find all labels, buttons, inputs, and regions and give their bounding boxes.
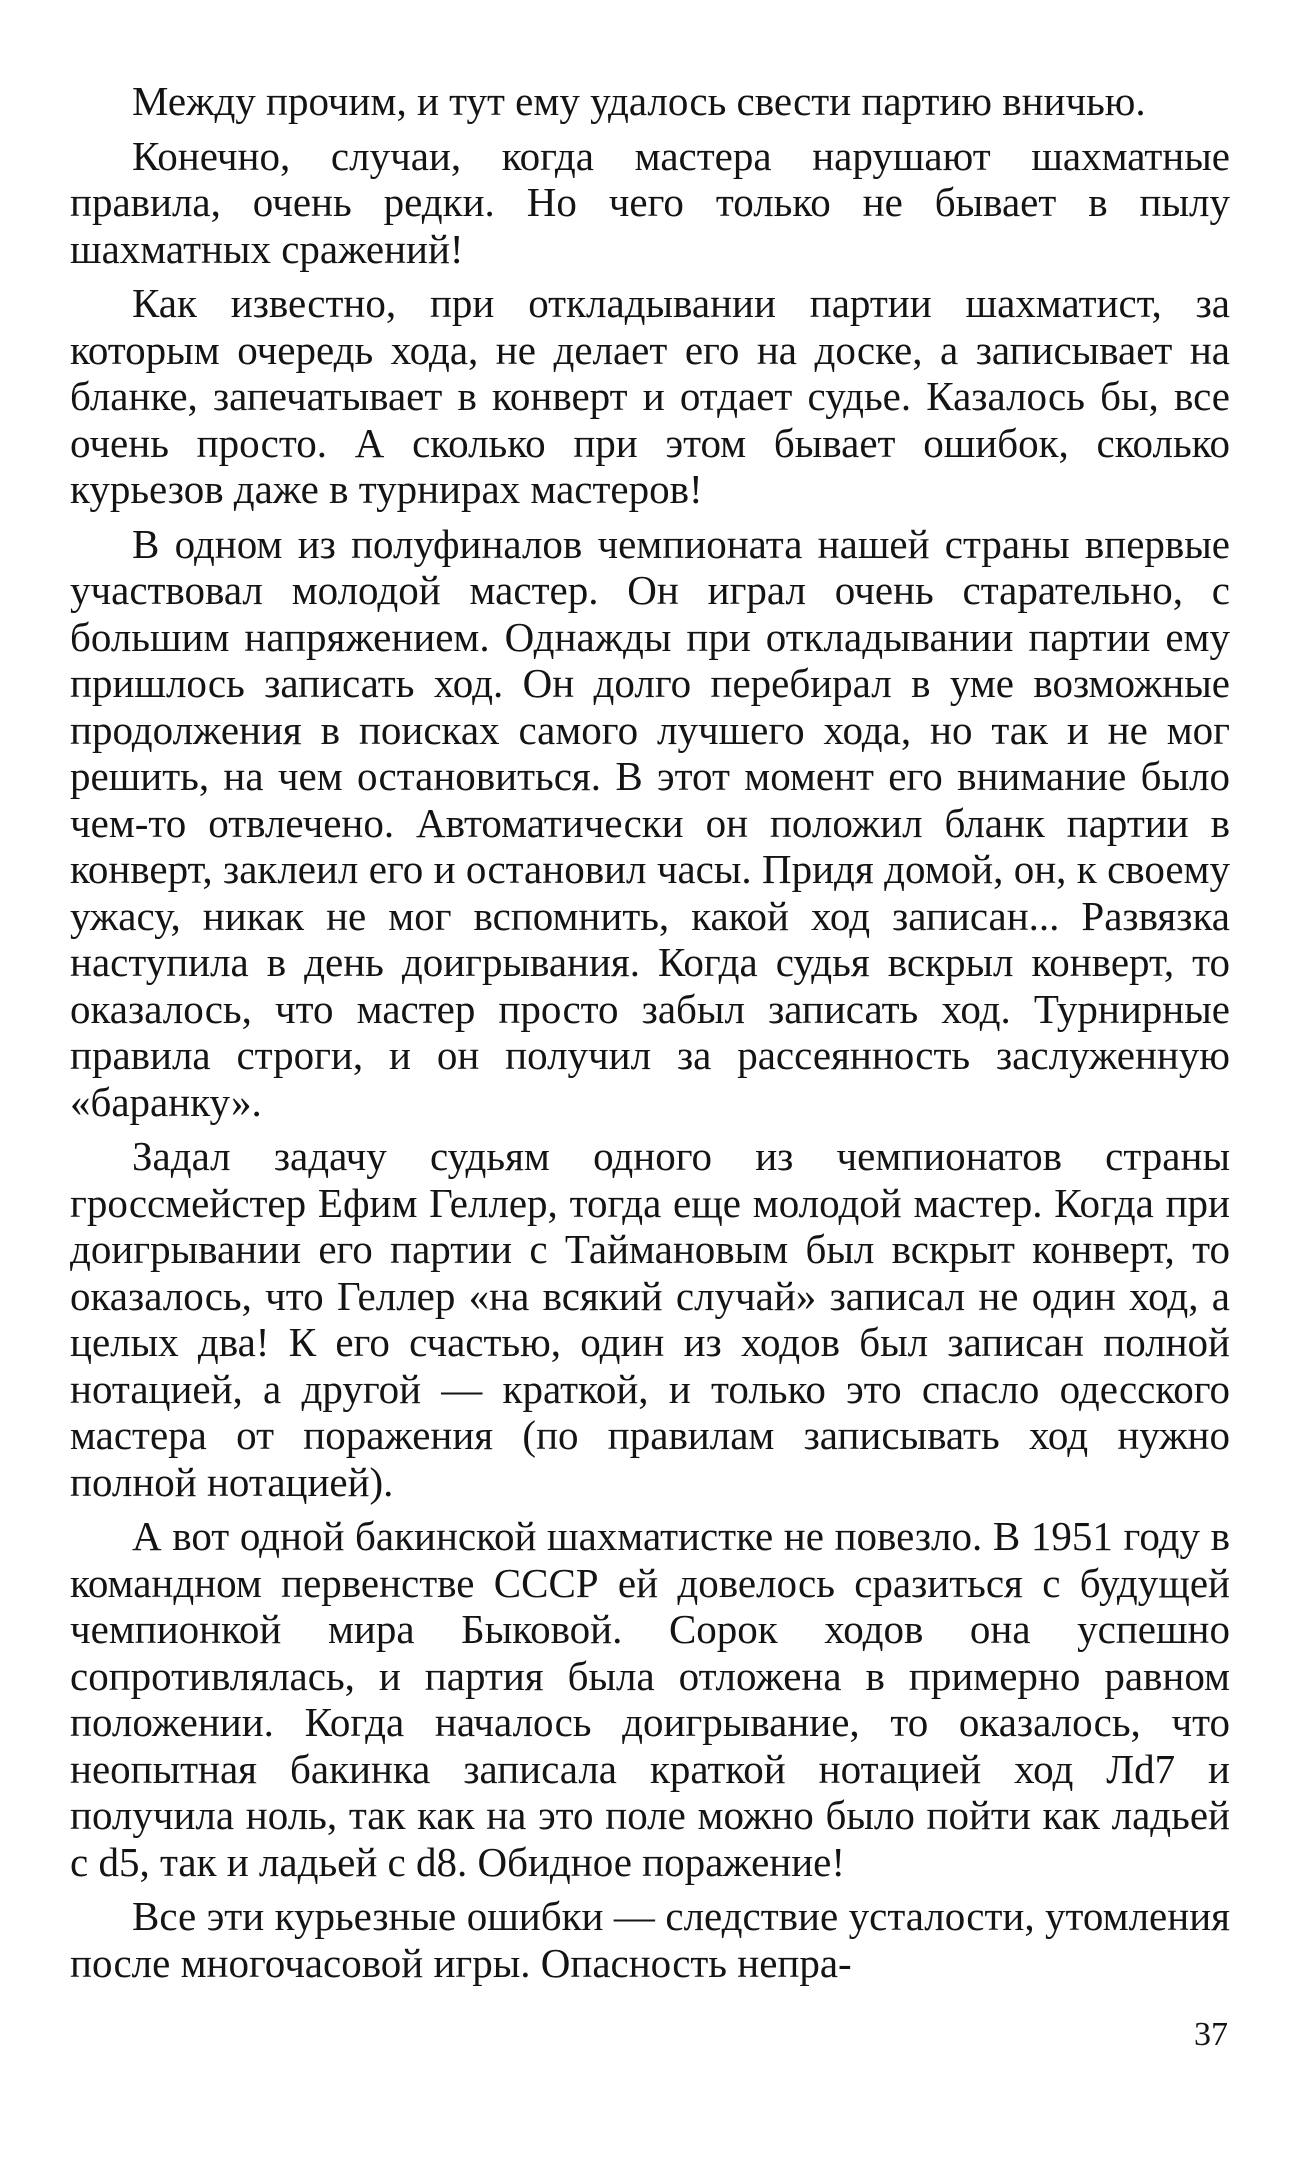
paragraph-7: Все эти курьезные ошибки — следствие усталости, утомления после многочасовой игры. Опасность непра- <box>70 1893 1230 1986</box>
paragraph-2: Конечно, случаи, когда мастера нарушают шахматные правила, очень редки. Но чего только не бывает в пылу шахматных сражений! <box>70 132 1230 272</box>
paragraph-6: А вот одной бакинской шахматистке не повезло. В 1951 году в командном первенстве СССР ей довелось сразиться с будущей чемпионкой мира Быковой. Сорок ходов она успешно сопротивлялась, и партия была отложена в примерно равном положении. Когда началось доигрывание, то оказалось, что неопытная бакинка записала краткой нотацией ход Лd7 и получила ноль, так как на это поле можно было пойти как ладьей с d5, так и ладьей с d8. Обидное поражение! <box>70 1513 1230 1885</box>
paragraph-4: В одном из полуфиналов чемпионата нашей страны впервые участвовал молодой мастер. Он играл очень старательно, с большим напряжением. Однажды при откладывании партии ему пришлось записать ход. Он долго перебирал в уме возможные продолжения в поисках самого лучшего хода, но так и не мог решить, на чем остановиться. В этот момент его внимание было чем-то отвлечено. Автоматически он положил бланк партии в конверт, заклеил его и остановил часы. Придя домой, он, к своему ужасу, никак не мог вспомнить, какой ход записан... Развязка наступила в день доигрывания. Когда судья вскрыл конверт, то оказалось, что мастер просто забыл записать ход. Турнирные правила строги, и он получил за рассеянность заслуженную «баранку». <box>70 520 1230 1125</box>
paragraph-5: Задал задачу судьям одного из чемпионатов страны гроссмейстер Ефим Геллер, тогда еще молодой мастер. Когда при доигрывании его партии с Таймановым был вскрыт конверт, то оказалось, что Геллер «на всякий случай» записал не один ход, а целых два! К его счастью, один из ходов был записан полной нотацией, а другой — краткой, и только это спасло одесского мастера от поражения (по правилам записывать ход нужно полной нотацией). <box>70 1133 1230 1505</box>
paragraph-1: Между прочим, и тут ему удалось свести партию вничью. <box>132 78 1146 124</box>
body-text <box>70 78 1230 1994</box>
page-number: 37 <box>1194 2016 1228 2053</box>
paragraph-3: Как известно, при откладывании партии шахматист, за которым очередь хода, не делает его на доске, а записывает на бланке, запечатывает в конверт и отдает судье. Казалось бы, все очень просто. А сколько при этом бывает ошибок, сколько курьезов даже в турнирах мастеров! <box>70 280 1230 512</box>
